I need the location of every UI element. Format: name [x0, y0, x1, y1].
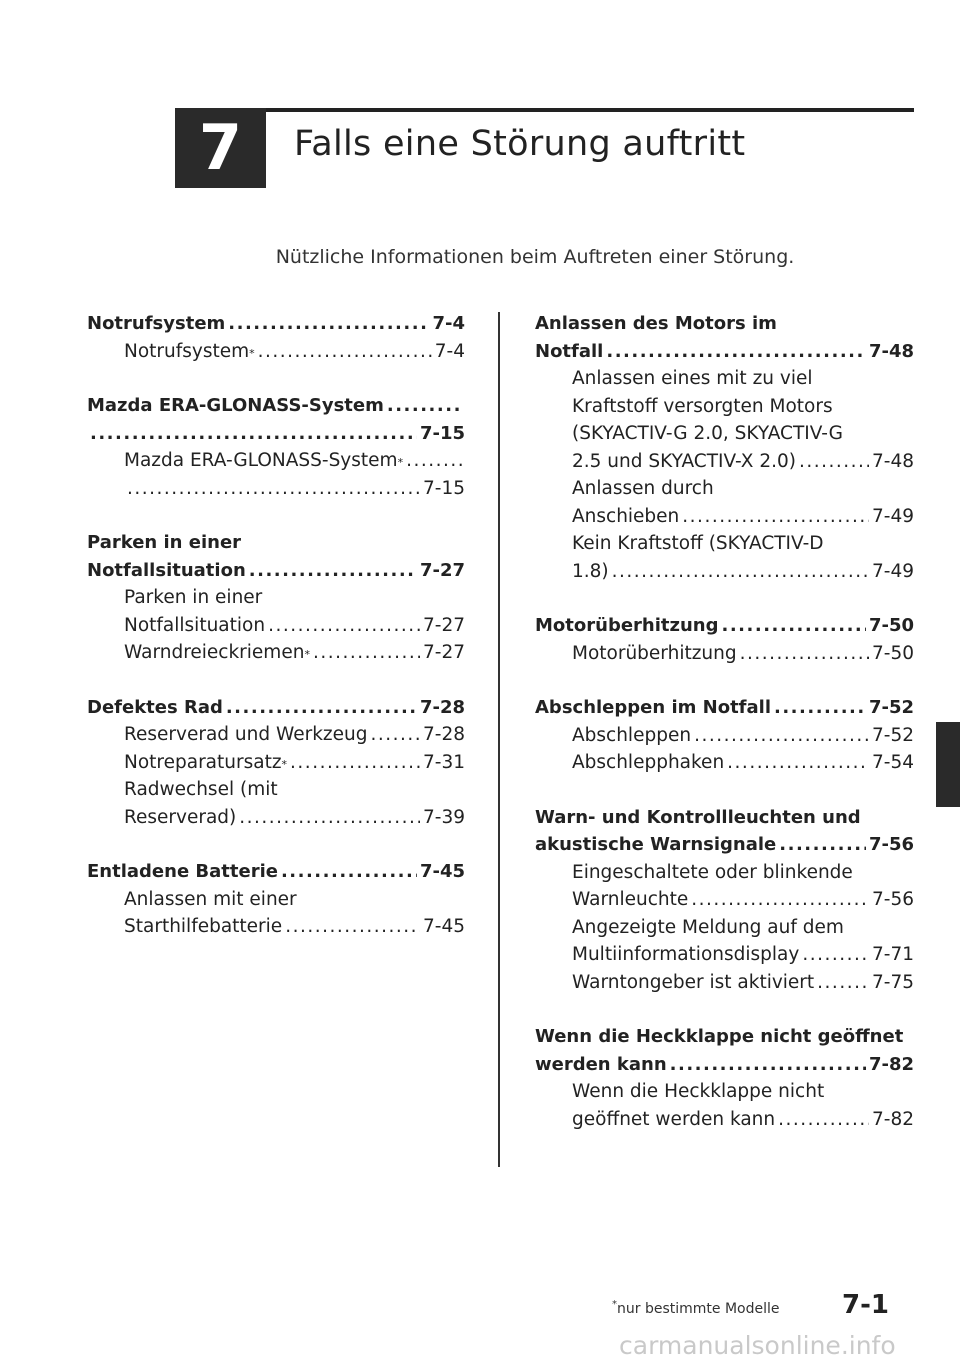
entry-title: Notreparatursatz [124, 751, 282, 773]
entry-title: Notfallsituation [124, 614, 266, 636]
dot-leader [774, 694, 866, 722]
chapter-intro: Nützliche Informationen beim Auftreten einer Störung. [275, 246, 795, 268]
entry-title: Warn- und Kontrollleuchten und [535, 806, 861, 828]
toc-subentry[interactable]: Mazda ERA-GLONASS-System * ..... [87, 447, 465, 475]
toc-section [87, 694, 465, 832]
toc-entry[interactable] [87, 858, 465, 886]
toc-section [87, 310, 465, 365]
dot-leader [249, 557, 417, 585]
entry-title: Abschleppen [572, 724, 692, 746]
toc-subentry[interactable] [535, 365, 914, 393]
entry-page: 7-48 [868, 340, 914, 362]
entry-title: Abschlepphaken [572, 752, 725, 773]
entry-page: 7-27 [423, 642, 465, 663]
entry-title: Parken in einer [124, 587, 263, 608]
toc-subentry[interactable] [535, 859, 914, 887]
toc-subentry[interactable] [87, 913, 465, 941]
dot-leader [779, 831, 866, 859]
page-number: 7-1 [842, 1290, 889, 1320]
dot-leader [694, 722, 869, 750]
dot-leader [90, 420, 417, 448]
footnote [612, 1301, 780, 1317]
toc-right-column [535, 310, 914, 1160]
entry-page: 7-56 [872, 889, 914, 910]
toc-entry[interactable] [535, 310, 914, 338]
dot-leader [313, 639, 420, 667]
entry-page: 7-27 [419, 559, 465, 581]
toc-subentry[interactable] [535, 503, 914, 531]
dot-leader [290, 749, 420, 777]
chapter-title: Falls eine Störung auftritt [294, 124, 746, 164]
dot-leader [228, 310, 429, 338]
entry-page: 7-75 [872, 971, 914, 993]
entry-page: 7-50 [872, 642, 914, 664]
entry-title: Warndreieckriemen [124, 642, 305, 663]
dot-leader [691, 886, 869, 914]
entry-title: Anschieben [572, 505, 680, 527]
dot-leader [612, 558, 869, 586]
dot-leader [387, 392, 462, 420]
entry-title: Mazda ERA-GLONASS-System [87, 395, 384, 416]
dot-leader [817, 969, 869, 997]
dot-leader [802, 941, 869, 969]
toc-entry[interactable] [87, 557, 465, 585]
entry-title: Kraftstoff versorgten Motors [572, 395, 833, 417]
entry-page: 7-54 [872, 752, 914, 773]
entry-title: Eingeschaltete oder blinkende [572, 861, 853, 883]
toc-subentry[interactable] [87, 804, 465, 832]
toc-entry[interactable] [87, 694, 465, 722]
entry-title: (SKYACTIV-G 2.0, SKYACTIV-G [572, 423, 843, 444]
entry-page: 7-82 [872, 1108, 914, 1130]
entry-page: 7-52 [868, 697, 914, 718]
entry-title: Reserverad und Werkzeug [124, 724, 368, 745]
entry-title: Anlassen des Motors im [535, 313, 777, 334]
dot-leader [258, 338, 432, 366]
entry-page: 7-27 [423, 614, 465, 636]
entry-page: 7-4 [432, 313, 465, 334]
entry-title: Anlassen mit einer [124, 888, 297, 910]
toc-section [535, 612, 914, 667]
toc-subentry[interactable] [535, 530, 914, 558]
dot-leader [727, 749, 869, 777]
dot-leader [370, 721, 420, 749]
toc-entry[interactable] [535, 1051, 914, 1079]
toc-entry[interactable] [535, 1023, 914, 1051]
toc-entry[interactable] [535, 694, 914, 722]
toc-section [535, 310, 914, 585]
toc-entry[interactable] [535, 831, 914, 859]
entry-title: akustische Warnsignale [535, 834, 777, 855]
toc-section [87, 858, 465, 941]
entry-title: 2.5 und SKYACTIV-X 2.0) [572, 450, 796, 472]
toc-entry[interactable] [535, 338, 914, 366]
entry-page: 7-49 [872, 505, 914, 527]
toc-subentry[interactable] [87, 776, 465, 804]
dot-leader [285, 913, 420, 941]
entry-page: 7-28 [419, 696, 465, 718]
entry-page: 7-15 [419, 422, 465, 444]
entry-title: werden kann [535, 1053, 667, 1075]
entry-page: 7-71 [872, 944, 914, 965]
entry-title: Motorüberhitzung [535, 615, 719, 636]
toc-subentry[interactable] [535, 1078, 914, 1106]
entry-title: Anlassen durch [572, 478, 714, 499]
toc-subentry[interactable] [535, 969, 914, 997]
entry-page: 7-49 [872, 560, 914, 582]
toc-subentry[interactable] [535, 558, 914, 586]
dot-leader [281, 858, 417, 886]
toc-subentry[interactable] [535, 749, 914, 777]
entry-title: Warntongeber ist aktiviert [572, 971, 815, 993]
toc-subentry[interactable] [535, 475, 914, 503]
entry-title: 1.8) [572, 560, 609, 582]
entry-title: Defektes Rad [87, 696, 223, 718]
footnote-star: * [612, 1299, 617, 1310]
entry-title: Multiinformationsdisplay [572, 944, 800, 965]
toc-subentry[interactable] [535, 393, 914, 421]
entry-title: Anlassen eines mit zu viel [572, 368, 813, 389]
toc-section [87, 392, 465, 502]
toc-subentry[interactable] [535, 640, 914, 668]
dot-leader [799, 448, 869, 476]
entry-page: 7-52 [872, 724, 914, 746]
entry-page: 7-45 [419, 861, 465, 882]
toc-subentry[interactable] [535, 1106, 914, 1134]
entry-title: Parken in einer [87, 532, 242, 553]
toc-entry[interactable] [87, 420, 465, 448]
entry-title: Reserverad) [124, 806, 237, 828]
entry-title: Wenn die Heckklappe nicht geöffnet [535, 1026, 904, 1047]
column-divider [498, 312, 500, 1167]
dot-leader [406, 447, 462, 475]
toc-subentry[interactable] [87, 612, 465, 640]
entry-title: Motorüberhitzung [572, 642, 737, 664]
dot-leader [722, 612, 866, 640]
toc-subentry[interactable]: Notreparatursatz * ..... 7-31 [87, 749, 465, 777]
entry-title: Angezeigte Meldung auf dem [572, 916, 844, 938]
toc-section [535, 1023, 914, 1133]
toc-subentry[interactable] [535, 941, 914, 969]
entry-title: Kein Kraftstoff (SKYACTIV-D [572, 533, 824, 554]
entry-page: 7-39 [423, 806, 465, 828]
entry-page: 7-82 [868, 1053, 914, 1075]
entry-page: 7-4 [434, 340, 465, 362]
toc-subentry[interactable] [535, 448, 914, 476]
toc-subentry[interactable] [535, 886, 914, 914]
toc-subentry[interactable]: Notrufsystem * ..... 7-4 [87, 338, 465, 366]
dot-leader [778, 1106, 869, 1134]
toc-entry[interactable] [87, 310, 465, 338]
watermark: carmanualsonline.info [619, 1331, 896, 1360]
entry-title: Entladene Batterie [87, 861, 278, 882]
toc-section [87, 529, 465, 667]
toc-entry[interactable] [87, 529, 465, 557]
entry-page: 7-48 [872, 450, 914, 472]
entry-page: 7-15 [423, 477, 465, 499]
entry-title: geöffnet werden kann [572, 1108, 776, 1130]
toc-section [535, 694, 914, 777]
entry-page: 7-50 [868, 615, 914, 636]
toc-section [535, 804, 914, 997]
entry-title: Mazda ERA-GLONASS-System [124, 450, 398, 471]
toc-subentry[interactable] [87, 584, 465, 612]
toc-entry[interactable] [87, 392, 465, 420]
chapter-thumb-tab [936, 722, 960, 807]
toc-subentry[interactable] [87, 886, 465, 914]
entry-page: 7-56 [868, 834, 914, 855]
chapter-header-rule [266, 108, 914, 112]
dot-leader [670, 1051, 866, 1079]
toc-subentry[interactable] [535, 420, 914, 448]
toc-subentry[interactable] [535, 914, 914, 942]
dot-leader [239, 804, 420, 832]
dot-leader [127, 475, 420, 503]
entry-title: Notrufsystem [124, 340, 250, 362]
toc-subentry[interactable] [87, 475, 465, 503]
toc-entry[interactable] [535, 804, 914, 832]
entry-title: Notfall [535, 340, 604, 362]
entry-page: 7-45 [423, 916, 465, 937]
entry-page: 7-31 [423, 751, 465, 773]
entry-title: Warnleuchte [572, 889, 689, 910]
entry-title: Radwechsel (mit [124, 779, 278, 800]
dot-leader [606, 338, 866, 366]
dot-leader [268, 612, 420, 640]
entry-title: Notfallsituation [87, 559, 246, 581]
toc-subentry[interactable] [87, 721, 465, 749]
toc-subentry[interactable] [535, 722, 914, 750]
entry-title: Notrufsystem [87, 313, 226, 334]
dot-leader [226, 694, 417, 722]
entry-title: Wenn die Heckklappe nicht [572, 1081, 825, 1102]
dot-leader [682, 503, 869, 531]
footnote-text: nur bestimmte Modelle [617, 1301, 780, 1317]
dot-leader [740, 640, 869, 668]
toc-left-column [87, 310, 465, 968]
entry-title: Starthilfebatterie [124, 916, 283, 937]
chapter-number: 7 [175, 108, 266, 188]
toc-subentry[interactable]: Warndreieckriemen * ..... 7-27 [87, 639, 465, 667]
entry-title: Abschleppen im Notfall [535, 697, 771, 718]
toc-entry[interactable] [535, 612, 914, 640]
entry-page: 7-28 [423, 724, 465, 745]
